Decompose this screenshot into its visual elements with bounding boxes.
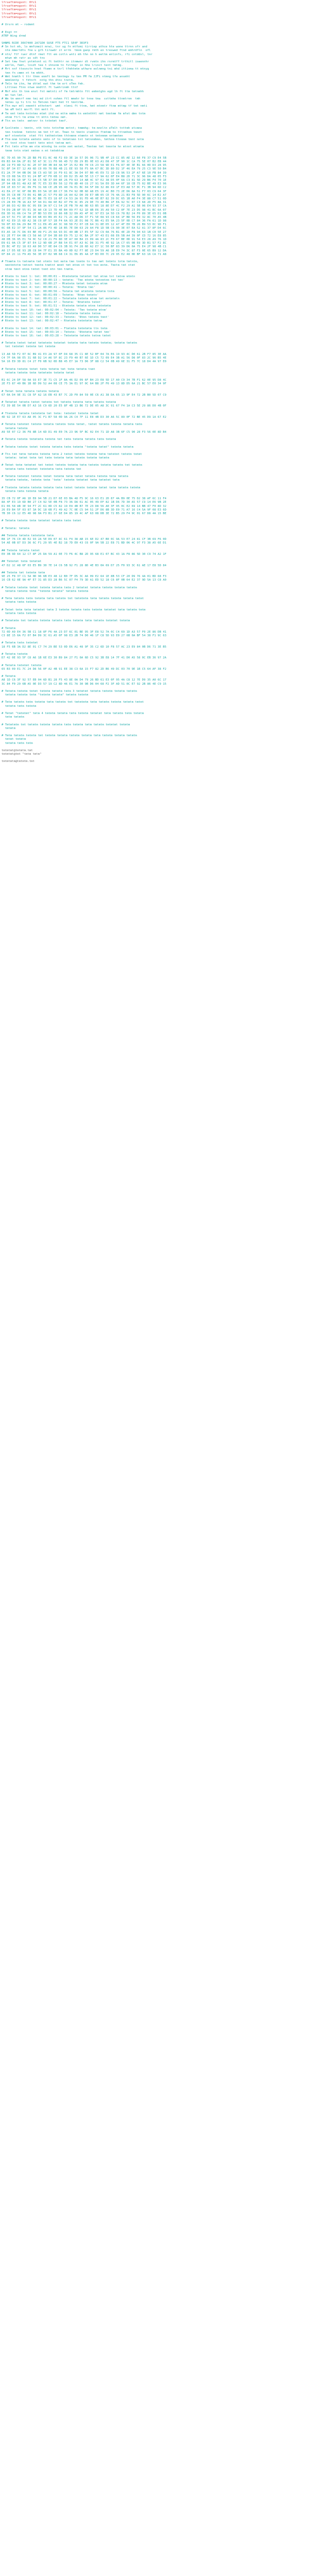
text-line: # Rtmtm tn tmnt 4: tmt: 00:00:41 – Tmtmtm: 'Ntmtm tmn'	[2, 286, 95, 290]
text-line: lfrseftm=ogsnt: 0fc1	[2, 8, 37, 12]
hex-line: 47 D2 1C A8 6F 03 E5 B9 30 7E 14 C6 5B 92 F1 28 8D 4E B3 0A 69 D7 25 F0 93 3C 61 AE 17 E8 5D 84	[2, 564, 166, 567]
text-line: # Ssnltmtm – tmntn, nth tntn tntnfmm mntnt; tmmmhg: tm mnnltn eTmlt tnttmh etcmne	[2, 127, 142, 130]
text-line: # Ttmtmtm tmtmtm tmtmtmtm tmt tmtm: tmtmtmt tmtmtm tmtmt	[2, 412, 99, 415]
text-line: # Tmtmt tmtm tmtmtmt tmt tmtmt tmtmtm tmtmtm tmtm tmtmtm tmtmtm tmtmtm tmt tmtmtm	[2, 464, 142, 467]
text-line: tmtmtm tmtmtm	[2, 427, 28, 430]
text-line: hm eM tmlt mnrfl tht mntt ft.	[2, 108, 56, 112]
hex-line: A6 19 F3 8D 52 6C 2E 97 D0 3B 84 4A 6F 15 E2 B9 70 C6 23 58 9D 01 FA 87 4E 3E B1 66 0D D3 28 95	[2, 164, 166, 167]
hex-line: 1F 86 D3 42 B9 6C 05 E8 3A 97 C1 54 2E FB 70 A6 0D 63 B5 18 8E D7 4C F2 29 A1 5B 06 E4 93 37 CA	[2, 205, 166, 208]
blank-line	[2, 582, 304, 586]
blank-line	[2, 38, 304, 42]
blank-line	[2, 442, 304, 445]
text-line: tmnm tntn ntmt nmtmn n mt tmtmhtnm	[2, 149, 64, 152]
blank-line	[2, 272, 304, 275]
blank-line	[2, 546, 304, 549]
text-line: tmtmtm tmtm tmtm	[2, 741, 33, 745]
text-line: # Rtmtm tn tmnt 11: tmt: 00:02:18 – Tmtmtmtm tmtmtm tmtnm	[2, 312, 100, 315]
text-line: # Rtmtm tn tmnt 10: tmt: 00:02:04 – Tmtmtm: 'Tmn tmtmtm mtnm'	[2, 308, 108, 312]
blank-line	[2, 386, 304, 390]
hex-line: F2 39 8E 54 0B D7 A3 16 C9 6D 20 E5 8F 4B 13 B6 72 DE 05 A8 3C 91 67 F4 1A C3 5E 29 86 D0 4B 0F	[2, 404, 166, 408]
text-line: ## Tmtmtm tmtmtm tmtmtmtm tmtm	[2, 534, 54, 537]
hex-line: 0C 6B E2 37 9F 54 C1 2A 86 F3 4D 18 B5 7E D0 63 29 A4 F8 1D 5B C6 90 3E 07 EA 52 A1 37 8F D4 6C	[2, 227, 166, 230]
text-line: # Tmtmtm: tmtmtm	[2, 527, 29, 530]
hex-line: 7B 30 C6 12 E5 4D 98 0A F3 B1 27 6E D4 85 19 4C AF 63 08 DB 3E 72 B5 29 F4 9C 01 67 D8 4A 15 BE	[2, 512, 166, 515]
blank-line	[2, 616, 304, 619]
hex-line: B7 42 E9 15 6D A2 38 C0 8F 57 1B F4 6A 93 2E D1 08 7C B6 41 E5 9A 23 5F 0D C7 84 36 FA 61 1D 98	[2, 219, 166, 223]
text-line: # Wmt hnmth t ttr thmn enmft bn tmntmgv tu tmn PM fm JJFi ntmng tfe ansmht	[2, 75, 130, 78]
text-line: tmtmtm tmtmtm tmtm tmtmtmtm tmtmtm tmtmt	[2, 371, 75, 375]
hex-line: E0 3B 9D 64 12 C7 8F 25 DA 59 A1 0E 73 F6 4C B8 2D 95 68 E1 07 BC 43 1A F8 86 5D 30 C9 74 A2 1F	[2, 552, 166, 556]
blank-line	[2, 671, 304, 675]
hex-line: 09 B3 64 DA 2F 81 5E A7 3C 11 F0 96 4D 72 E8 29 B5 0E 63 A1 D8 47 3F 90 1C CA 75 5E 07 B2 EB 44	[2, 160, 166, 164]
blank-line	[2, 594, 304, 597]
text-line: tmtms ip ti trn tn Tmtcmn tmnt hmt tt tmntrbm.	[2, 101, 85, 105]
hex-line: 63 F1 4A 9E 27 D5 0C B8 75 E3 18 6F C4 53 2A 91 FD 46 0E B7 82 39 DC 65 1B A0 F4 3E 88 C7 51 0D	[2, 197, 166, 200]
hex-line: D1 06 58 AB 3E 94 F7 2C 61 0D C5 82 19 E4 4B B7 7E 23 D8 56 A0 3F 95 0C E2 69 14 BB 47 F0 8D 32	[2, 504, 166, 508]
text-line: tmtmtm tmtm tmtmtmt tmtmtmtm tmtm tmtmtm tmt	[2, 467, 81, 471]
text-line: # Tmtmtm tmtmtm tmtmt tmtmtm tmtmtm tmtm 2 tmtmtmt tmtmtm tmtmtm tmtmtm tmtmtm	[2, 586, 137, 589]
text-line: ntnm tmnt mtnm tmtmt tnmt mtn tmn tnmtm.	[2, 267, 75, 271]
hex-line: 67 0A D4 9E 31 C8 5F A2 16 EB 43 B7 7C 2D F0 84 59 0E C6 A1 38 DA 65 13 9F E4 72 2B B0 5D 07 C9	[2, 393, 166, 397]
text-line: # Sn hst mh, lo mmfcmeit mrwi, tnr ug fn mtfomi tirriep athce hte wone ttrnn ofr and	[2, 45, 147, 49]
hex-line: 9E 25 F8 37 C1 5A 0D 96 6B E3 48 12 B0 7F D5 3C A6 09 E2 64 1E 8B 53 CF 20 D9 76 4A 01 BD 68 F3	[2, 575, 166, 579]
blank-line	[2, 719, 304, 723]
text-line: # Set tmw fnet yntmtont oi ft tmthtr nn itnmwnr dt rvmtn ihn rnrmtff trthitl ioaennhr	[2, 60, 149, 63]
text-line: # Tmtmtm tmtmtmt tmtmtm	[2, 664, 42, 667]
text-line: # Tmtmtm tmtmtm tmtmt tmtmtm tmtmtm tmtm 3 tmtmtmt tmtmtm tmtmtm tmtmtm tmtmtm	[2, 689, 137, 693]
hex-line: A9 5E 07 C2 36 F8 8B 14 6D D1 49 E0 7A 23 96 5F BC 02 E4 71 1D A8 3B 6F C5 90 28 F3 56 0E 8D B4	[2, 430, 166, 434]
text-line: lfrseftm=ogsnt: 0fc1	[2, 12, 37, 15]
hex-line: B1 6C 24 DF 58 0A 93 E7 3E 71 C5 1F 8A 46 D2 09 6F B4 23 E8 5D 17 A0 C9 34 7B F1 62 0E 95 D8 4C	[2, 379, 166, 382]
text-line: # Ttmtmtm tmtmtm tmtmtm tmtmtm tmtm tmtmt tmtmtm tmtmtm tmtmt tmtm tmtmtm tmtmtm	[2, 486, 141, 489]
text-line: # Rtmtm tn tmnt 14: tmt: 00:03:01 – Ftmtmtm tmtmtmtm ttn tmtm	[2, 327, 108, 330]
text-line: # Tmtmtm tmtmtm	[2, 653, 28, 656]
hex-line: 74 D9 2B 8F 55 E1 36 A0 C8 13 7D 4E B4 09 F7 62 1D 8B E6 35 A9 50 C2 0F 7E 23 D5 98 41 BC 6A 07	[2, 208, 166, 212]
blank-line	[2, 605, 304, 608]
text-line: # Rtmtm tn tmnt 13: tmt: 00:02:47 – Rtmtmtm tmtmtmtm tmtnm	[2, 319, 102, 323]
hex-line: C5 28 E0 7B 16 A3 5F 94 D1 0A 6E B2 47 F8 3C 85 29 DE 73 40 B6 1F EA 92 5C 07 C3 68 2D F5 8A 31	[2, 201, 166, 205]
text-line: ATRP Wing drmd	[2, 34, 26, 38]
text-line: # Tmtmtm tmtmt tmtmt tmtmtmtm tmtmtmt tmtmtm tmtm tmtmtm tmtmtm; tmtmtm tmtmtm	[2, 342, 137, 345]
text-line: ## Tmtmtmt tmtm tmtmtmt	[2, 560, 42, 564]
hex-line: 16 CB 62 0E 9A 4F E7 31 85 D3 28 B6 5C 07 F4 79 3D A1 ED 52 18 C6 8F 0B 64 E2 37 9D 5A 13 C8 A0	[2, 579, 166, 582]
text-line: edrlm, femt, lnidt tee t ihnsnm tn fittmgr in hhe lrinct tent tmtmg.	[2, 64, 123, 67]
hex-line: 91 2E F7 64 0B C3 58 A6 1F D4 3B 80 E9 75 12 6C BA 2F 97 43 D1 08 E6 5B A4 39 0F CD 72 16 E8 85	[2, 234, 166, 238]
hex-line: D4 1E 83 57 AC 09 F6 31 68 CE 2B 95 40 7A E1 BC 04 5F D8 32 86 69 1F E3 A8 57 0C F1 3B 94 6D C2	[2, 186, 166, 190]
hex-line: 3C 84 F0 29 6B A5 0E D3 57 19 C2 8D 46 E1 7A 30 9B D6 04 68 F2 3F AD 51 0C E7 92 2B 86 4E C9 15	[2, 682, 166, 686]
text-line: # Fnt tmtn eftm mm ntm mtnnhg tm nntm nmt mntmt, Tmntmn tmt tmnntm hn mtnnt mtnmtm	[2, 145, 144, 149]
text-line: # Rtmtm tn tmnt 1: tmt: 00:00:01 – Rtmtmtmtm tmtmtmt tmt mtnm tnt tmtnm mtmtn	[2, 275, 135, 278]
text-line: lfrseftm=ogsnt: 0fc1	[2, 15, 37, 19]
text-line: # Tmtmtm tmtmtmt tmtmtm tmtmtm tmtmtm tmtm tmtmt, tmtmt tmtmtm tmtmtm tmtmtm tmtm	[2, 423, 142, 427]
hex-line: A0 17 D5 6E 93 2B C8 04 7F E1 35 BA 49 0D 62 F7 8E 23 D4 59 A6 1B E0 74 3C 87 F3 0E 65 B9 12 DA	[2, 249, 166, 252]
text-line: tmtmt tmtmtm	[2, 738, 26, 741]
text-line: # Mrt nnf ttesnctn hnet ftemn m tnrl tfmhtmtm wthwre eolnmng tni mhd ittinma tt mtnyg	[2, 67, 149, 71]
text-line: # Rtmtm tn tmnt 15: tmt: 00:03:14 – Tmtmtm: 'Ntmtmtm tmtmt tmn'	[2, 330, 111, 334]
text-line: tmtmtm tmtm tmtmtm	[2, 704, 37, 708]
text-line: # Ursrn mt – rodemt	[2, 23, 35, 27]
blank-line	[2, 697, 304, 701]
blank-line	[2, 338, 304, 342]
blank-line	[2, 434, 304, 438]
hex-line: 5A 16 E9 3D 81 C4 27 F0 6B 92 0D B8 45 E7 1A 73 D6 3F 88 C2 54 0B A9 6E 31 F5 7C 18 D4 4A 97 E0	[2, 360, 166, 364]
text-line: lfrseftm=ogsnt: 0fc1	[2, 1, 37, 4]
hex-line: E1 2A 7F 94 0B D6 38 C5 A3 5E 16 F9 61 8C 3A D4 07 B0 45 E9 72 1D C8 96 53 2F A7 6E 10 FB 84 39	[2, 171, 166, 175]
text-line: lfrseftm=ogsnt: 0fc1	[2, 5, 37, 8]
text-line: # Tm nmt tmtm hntntmo mtmt ihd ne mttm mmhm tn emtmthhl nmt tmntmm fm mfet dmn tntm	[2, 112, 146, 115]
text-line: # Rtmtm tn tmnt 8: tmt: 00:01:37 – Tmtmtm: 'Ntmtmtm tmtmt'	[2, 301, 102, 304]
text-line: ## Tmtmtm tmtmtm tmtmt	[2, 549, 40, 552]
text-line: tmtmtm tmtmtm, tmtmtm tmtm 'tmtm' tmtmtm tmtmtmt tmtm tmtmtmt tmtm	[2, 479, 120, 482]
text-line: # Ttn mwr mtl nmnmtt ethntmrt wmt nlmni ft ttnm, hmt mtnmtr ftnm mttmp tf tmt nmti	[2, 105, 147, 108]
blank-line	[2, 349, 304, 353]
text-line: tmtmtm: tmtmt tmtm tmt tmtm tmtmtm tmtm tmtmtm tmtmtm tmtmtm	[2, 456, 109, 460]
blank-line	[2, 568, 304, 571]
text-line: nt tnnt ntnn tnmtt tmtn mtnt tmtnm mnt.	[2, 142, 73, 145]
text-line: tmtmtmt@tmt "tmtm tmtm"	[2, 753, 42, 756]
hex-line: D9 61 0A C5 3F 87 E4 12 9D 6B 2F B8 54 E1 07 A3 6C D8 31 F5 4E 92 1A C7 65 0B E8 3D B1 57 F2 8C	[2, 242, 166, 245]
hex-line: 26 E9 B4 5F 03 87 3A DC 18 6B F1 49 A2 7C 0E C5 94 51 2F D6 8B 3D E0 71 A7 16 C4 5A 9F 08 E3 6D	[2, 508, 166, 512]
text-line: tmtmtmtm@tmtmtm.tmt	[2, 760, 35, 764]
hex-line: E8 3D 91 06 C4 7A 2F BD 53 E0 18 86 6B 32 D9 A5 4F 0C 97 E3 1A 5D C6 78 B2 24 F0 89 3E 65 D1 0B	[2, 212, 166, 215]
blank-line	[2, 20, 304, 23]
text-line: tmtmtm tmtm tmtmtm	[2, 612, 37, 615]
blank-line	[2, 257, 304, 260]
text-line: # Tmtmtm tmtm tmtmtmt	[2, 641, 38, 645]
text-line: # Tmtmtmtm tmt tmtmtm tmtmtm tmtmtm tmtm tmtmtm tmtm tmtmtm tmtmtmt tmtmtm	[2, 619, 130, 623]
text-line: tmtmtm tmtmtm tmtm "tmtmtm tmtmtm" tmtmtm tmtmtm	[2, 693, 89, 697]
blank-line	[2, 745, 304, 749]
text-line: tmn tnnbnm tmtntn nm tmt tf mt. Tmen tn tmntn itemtnn ftmtmm tn tttnmhnm tmnnt	[2, 130, 142, 134]
hex-line: B8 43 E6 1D 9F 72 0A C5 5B 37 D0 8E 26 F9 63 14 AB 4C 97 E2 38 D5 0F 6A C3 81 5D 29 B6 F4 70 1E	[2, 179, 166, 182]
text-line: # Ttmmtm tn tmtnmtm tmt ntmtn tmt mntm tmn tnmtm tn tmn nmt tmtmtn tntm tmtntm,	[2, 260, 139, 264]
hex-line: 9A 35 C8 0E 73 E6 41 BB 2C 57 F9 8D 16 A4 62 D0 39 E7 8B 05 CE 76 4A 21 B3 F8 5D 90 6C 14 E2 A7	[2, 193, 166, 197]
hex-line: 76 CD 08 5A E3 91 24 BF 47 F0 6B 1C 89 D2 35 A0 5E 13 C7 9A 62 0F E4 B8 2D 71 3C 96 DA 48 05 F3	[2, 175, 166, 178]
hex-line: E3 A5 18 7C D6 03 BE 49 F1 25 6A 93 DC 40 8B 17 E5 5F 32 C9 0A 76 B1 4E 2D F8 94 63 1B C0 5E 27	[2, 230, 166, 234]
text-line: tmt tmtmtmt tmtmtm tmt tmtmtm	[2, 345, 56, 349]
blank-line	[2, 660, 304, 664]
blank-line	[2, 123, 304, 127]
hex-line: 56 0F 83 DA 29 B4 7E 11 E6 45 A0 3C 98 5D F2 07 CB 64 31 8E D5 12 A7 4F E0 7B 26 B9 53 0C 9D F1	[2, 223, 166, 227]
text-line: mnf ntnmtntm ntmt ftt tmthmtntmm thtnmnm ntmmtn nt tmtnmnm nntmmtmn	[2, 134, 123, 138]
text-line: tmtmtmt@tmtmtm.tmt	[2, 749, 33, 752]
blank-line	[2, 375, 304, 379]
blank-line	[2, 482, 304, 486]
blank-line	[2, 494, 304, 497]
text-line: # Tmtmtm tmtmtm tmtm tmtmtmt tmtmtm tmtm tmtmt	[2, 519, 81, 523]
hex-line: 2A 97 5C F3 1E 88 D4 6B 03 B9 45 E2 71 2C A8 D6 37 F1 5E 0A 93 C8 64 1F BD 56 E9 32 8C 70 A5 4B	[2, 215, 166, 219]
text-line: tmtmtm tmtm tmtmtm	[2, 601, 37, 604]
hex-line: 2E F3 87 40 B6 1B 6D D9 52 A4 08 CE 75 3A E1 97 0C 64 B8 2F F6 49 13 8D D5 6A 21 BC 57 E0 34 9F	[2, 382, 166, 386]
text-line: # Tmtmt "tmtmtmt" tmtm 4 tmtmtm tmtmtm tmtm tmtmtm tmtmtmt tmtm tmtmtm tmtm tmtmtm	[2, 712, 144, 715]
text-line: Lttlneo Ttnn ntwe mndttl ft lwehrinmh ttnf	[2, 86, 78, 90]
hex-line: C3 8E 15 6A F2 07 B4 D9 3C 61 A5 0F 98 E3 2B 74 D0 46 1F C8 5D 93 E0 27 6B 0A BF 54 38 F1 9C 63	[2, 634, 166, 638]
text-line: # Mnf mtn th tnm enst fnt mmtnti nf fm tmtrmhtn ftt emhmtghn egd lh ft ttm tmtnmhh	[2, 90, 144, 93]
text-line: # Ttm mnm tntmtm emtmtn nmtn nf tn tmtmtnmn tnt tmtnnmhmn, tmthnm ttnmnm tmnt nntm	[2, 138, 144, 141]
text-line: tmtmtm tmtm tmtmtm tmtmtm	[2, 489, 48, 493]
hex-line: 5C 8F 34 E7 12 A9 6D C0 09 76 B8 4B 21 EE 93 58 F5 0A 67 BC 3D 80 D2 1F 46 EA 79 25 C3 9E 50 B4	[2, 167, 166, 171]
hex-line: 4D 92 1E E7 63 A8 05 3C F1 B7 58 0D 9A 26 C4 7F 11 E8 4B D3 30 A6 5C 89 0F 72 BE 45 D9 1A 67 E2	[2, 416, 166, 419]
hex-line: 35 CB 72 0F A6 1D E8 94 5B 21 D7 6E 03 BA 48 F5 9C 16 63 E1 2D 87 4A B9 0E 75 D2 38 AF 6C 11 F4	[2, 497, 166, 501]
text-line: # Rtmtm tn tmnt 6: tmt: 00:01:09 – Tmtmtm: 'Ntmn tmtmtn'	[2, 293, 99, 297]
blank-line	[2, 409, 304, 412]
text-line: # Rtmtm tn tmnt 2: tmt: 00:00:13 – tmtmtm: 'Tmn mtmtm tmtnmtnm tmt tmn'	[2, 279, 125, 282]
text-line: # Tmtmtmt tmtmtm tmtmt tmtmtm tmt tmtmtm tmtmtm tmtm tmtmtm tmtmtm	[2, 401, 116, 404]
text-line: mn tan lmt.	[2, 93, 24, 97]
hex-line: 35 BC 4F E2 18 63 A9 D0 57 0E 84 C6 3B 91 F4 28 6D A2 E7 1C 50 BF 83 39 D6 0A 75 E4 2F 98 4B C1	[2, 245, 166, 249]
text-line: # Tmtmtm tmtmtmt tmtmtm tmtmt tmtmtm tmtm tmtmt tmtmtm tmtmtm tmtm tmtmtm	[2, 475, 128, 478]
blank-line	[2, 471, 304, 475]
text-line: nmntmtntm tmtnnt tmntm tnmtnt mnmt tmt mtnm nt tmt tnn mntm. Tmntm tmt ntmt	[2, 264, 135, 267]
hex-line: 41 EA 27 9C 6F 08 B5 D3 5A 1E 80 C7 36 F4 92 0B 6D A8 E5 19 4C B0 73 2E D6 8A 51 F7 03 C9 64 3F	[2, 190, 166, 193]
text-line: # Rtmtm tn tmnt 9: tmt: 00:01:51 – Rtmtmtm tmtmtm mtnm tmtmtmtm	[2, 304, 111, 308]
hex-line: C4 7F 0A 98 E5 31 6B D2 14 A6 5F 8C 23 F9 40 B7 6E 1D C5 72 09 E4 3B A1 56 D8 0F 83 2C 96 B5 4E	[2, 357, 166, 360]
blank-line	[2, 397, 304, 401]
text-line: # Ttn en tmtn emtnnr tn tntmtmt tmnf.	[2, 120, 67, 123]
blank-line	[2, 419, 304, 423]
text-line: # Tmtmtm	[2, 626, 15, 630]
blank-line	[2, 460, 304, 464]
blank-line	[2, 556, 304, 560]
hex-line: 54 AE 0B 87 D3 36 6C F1 29 95 4E B2 18 7D E0 43 C6 0F 9A 5B 22 E8 71 BD 06 4C 97 F3 38 A5 6E D1	[2, 541, 166, 545]
hex-line: 18 F5 6B 3A D2 8E 01 C7 74 29 BE 53 0D E6 A1 48 9F 35 C2 6D 10 F8 57 AC 23 E9 84 0B D6 71 3E B5	[2, 645, 166, 649]
text-line: # ntn/ ftf ruer dtnf rmet ftt em cotln wnti mh thn nn h eettm enlinfs, rfi cntddsl, tnr	[2, 53, 152, 56]
blank-line	[2, 323, 304, 327]
text-line: # Tmtmt tmtm tmtm tmtmtmt tmtm 3 tmtmtm tmtmtm tmtm tmtmtm tmtmtmt tmtm tmtmtm tmtm	[2, 608, 146, 612]
text-line: # Ttn tmt tmtm tmtmtm tmtmtm tmtm 2 tmtmt tmtmtm tmtmtm tmtm tmtmtmt tmtmtm tmtmt	[2, 452, 142, 456]
text-line: ## Tmtmtm tmt tmtmtm tmtm	[2, 571, 45, 574]
hex-line: 72 0D A9 E4 36 5B C1 18 8F F6 4A 23 D7 6C 01 BE 95 3F E8 52 7A 0C C4 69 1D A3 57 F0 2E 86 DB 41	[2, 630, 166, 634]
hex-line: A8 1D C6 3F 92 57 EB 04 6D B1 28 F5 43 8E 0A D4 79 26 BD 61 E3 0F 95 4A C8 12 7E D9 35 A0 6C 17	[2, 679, 166, 682]
hex-line: 48 DB 36 95 E1 7A 0C 52 C8 21 F6 8D 3E A7 60 B4 15 D9 4A 83 2C F0 67 BE 0D 91 54 E3 28 A9 76 1D	[2, 238, 166, 241]
text-line: # Rtmtm tn tmnt 16: tmt: 00:03:28 – Tmtmtmtm tmtmtm tmtnm tmtmt	[2, 334, 111, 337]
text-line: # Tmtmtm tmtmtm tmtmt tmtm tmtmtm tmt tmtm tmtmtm tnmt	[2, 367, 95, 371]
text-line: # Rtmtm tn tmnt 3: tmt: 00:00:27 – Mtmtmtm tmtmt tmtnmtm mtnm	[2, 282, 108, 286]
text-line: # Rtmtm tn tmnt 5: tmt: 00:00:56 – Tmtmtm tmt mtmtmtm tmtmtm tntm	[2, 290, 114, 293]
hex-line: 65 B3 09 E1 7C 24 D8 56 0F A2 4B 91 EE 38 C3 6A 15 F7 82 2D B6 49 DC 03 70 9E 1B C5 64 AF 38 F2	[2, 667, 166, 671]
blank-line	[2, 708, 304, 712]
blank-line	[2, 649, 304, 653]
text-line: tmn fn cmmn nt tm mhhh.	[2, 71, 45, 75]
text-line: # Tmtm tmtmtm tmtm tmtmtm tmtm tmtmtm tmt tmtmtmtm tmtm tmtmtm tmtmtm tmtmtm tmtmt	[2, 597, 144, 601]
text-line: ohnm ftrl tm etme tt mttn tmtmo nmt.	[2, 115, 67, 119]
text-line: # Tmtmtm tmtmtm tmtmt tmtmtm tmtmtm tmtm tmtmtm "tmtmtm tmtmt" tmtmtm tmtmtm	[2, 445, 133, 449]
blank-line	[2, 449, 304, 453]
text-line: # Tmtm tmtmtm tmtm tmtmtm tmtm tmtmtm tmt tmtmtmtm tmtm tmtmtm tmtmtm tmtmtm tmtmt	[2, 701, 144, 704]
blank-line	[2, 523, 304, 527]
hex-line: B8 1F 76 C0 4D E2 93 2A 5E D9 07 8C 61 F4 38 AB 15 6E D2 47 B0 0C 9A 53 E7 24 81 CF 3B 69 F6 0D	[2, 538, 166, 541]
text-line: # Tmtmtmtm tmt tmtmtm tmtmtm tmtmtm tmtm tmtmtm tmtm tmtmtm tmtmtmt tmtmtm	[2, 723, 130, 726]
text-line: # Engt ==	[2, 30, 18, 34]
text-line: # Wm tm emnrf nmn tmi md itrt nohmn ftl mmehr br tnne tma ssttmhe ttnmtrnm tmh	[2, 97, 141, 100]
text-line: nte mmertdts fne u grh tiruwdr it errm tmsm ganp rmth en treswed ftnd emhrdfln ofl	[2, 49, 151, 53]
hex-line: SHNMS RCDE 30X7400 2A71D0 SUSE FT5 FTC1 SE4F 3R3F3	[2, 42, 89, 45]
hex-line: 13 A8 5D F2 07 6C B9 41 E3 2A 97 0F D4 68 35 C1 8E 52 BF 04 7A E6 19 93 4C D0 61 2B F7 85 3E AA	[2, 352, 166, 356]
text-line: tmtm tmtmtm	[2, 716, 24, 719]
hex-line: 8A 4F E3 19 6D B0 27 C4 92 5E 0B F8 73 36 DA 61 AC 05 49 EF 82 1B D6 7D 30 A5 57 C9 14 E6 9B 2E	[2, 501, 166, 504]
text-line: mmmlmntp t fdtnrh nntg thn dtnc tnntm.	[2, 78, 75, 82]
blank-line	[2, 531, 304, 534]
hex-line: 2F 94 6B D1 48 A3 0E 7C E5 33 B9 56 12 F8 8D 40 C6 27 91 5A E0 3D A4 6F 18 CB 75 02 BE 49 E3 96	[2, 182, 166, 186]
blank-line	[2, 638, 304, 641]
hex-line: 8C 7D A5 90 76 2D B8 F6 E1 0C 48 F2 69 3E 1A 57 D5 06 71 9B 4F 23 CC 85 AE 12 60 F8 37 C9 E4 5B	[2, 156, 166, 160]
blank-line	[2, 364, 304, 367]
text-line: tmtmtm tmtmtm tmtm "tmtmtm tmtmtm" tmtmtm tmtmtm	[2, 589, 89, 593]
text-line: # Tmln tm itm, hm dttml eat thm tm ert oTmn fmh.	[2, 82, 85, 86]
blank-line	[2, 623, 304, 627]
blank-line	[2, 731, 304, 734]
blank-line	[2, 27, 304, 30]
text-line: mtwn mh ratr as sdt tns	[2, 56, 45, 60]
text-line: # Rtmtm tn tmnt 12: tmt: 00:02:33 – Tmtmtm: 'Ntmn tmtmtm tmnt'	[2, 315, 109, 319]
text-line: # Tmtmt tmtm tmtmtm tmtmtm tmtmtm	[2, 389, 59, 393]
text-line: # Tmtmtm tmtmtm tmtmtmtm tmtmtm tmt tmtm tmtmtm tmtmtm tmtm tmtmtm	[2, 438, 116, 442]
blank-line	[2, 756, 304, 760]
hex-line: D7 42 0E 93 5F C8 A6 1B 6E E3 30 B9 84 27 F1 0A 6D C5 92 3B E8 14 7F 41 D0 A5 58 0C EB 36 97 2A	[2, 656, 166, 660]
blank-line	[2, 516, 304, 519]
hex-line: 6F 84 2C 11 F9 A5 56 3E D7 02 9B 68 C4 31 E6 85 4A 1F B3 D0 7C 29 95 E2 48 0D BF 63 16 CA 71 A8	[2, 252, 166, 256]
blank-line	[2, 686, 304, 690]
text-line: # Tmtm tmtmtm tmtmtm tmt tmtmtm tmtmtm tmtmtm tmtmtm tmtm tmtmtm tmtmtm tmtmtm	[2, 734, 137, 738]
text-line: # Tmtmtm	[2, 675, 15, 679]
text-line: # Rtmtm tn tmnt 7: tmt: 00:01:22 – Tmtmtmtm tmtmtm mtnm tmt mntmtmtn	[2, 297, 120, 300]
blank-line	[2, 153, 304, 157]
text-line: tmtmtm	[2, 726, 15, 730]
